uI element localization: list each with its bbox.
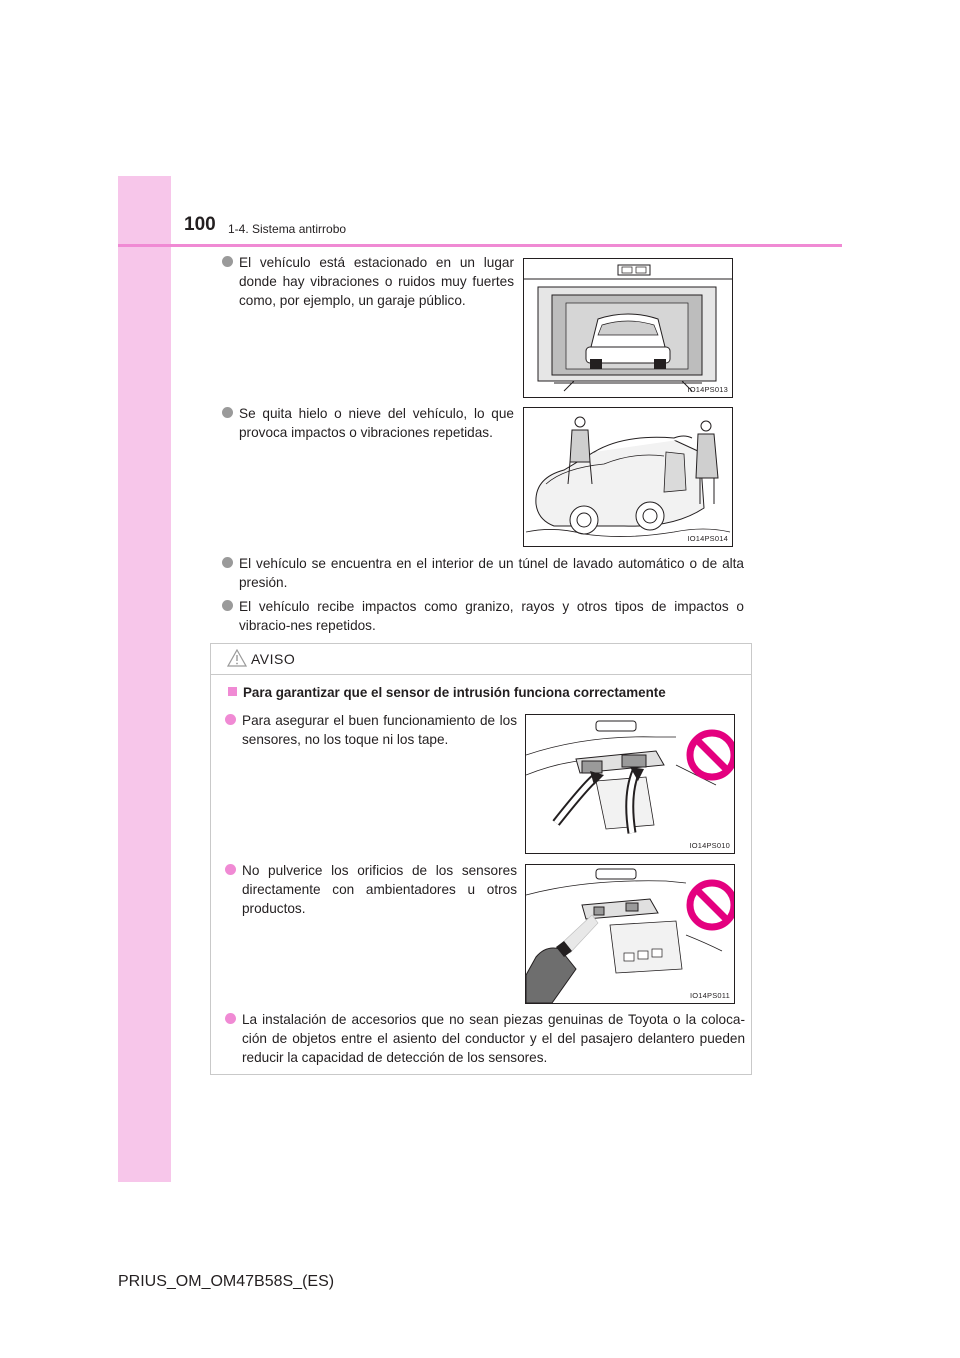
warning-item-touch xyxy=(242,711,517,749)
snow-removal-drawing xyxy=(524,408,732,546)
bullet-text: El vehículo está estacionado en un lugar donde hay vibraciones o ruidos muy fuertes como, por ejemplo, un garaje público. xyxy=(239,255,514,308)
page-number: 100 xyxy=(184,214,216,235)
warning-box xyxy=(210,643,752,1075)
sensor-spray-illustration xyxy=(525,864,735,1004)
bullet-dot-icon xyxy=(222,407,233,418)
section-title: 1-4. Sistema antirrobo xyxy=(228,222,347,236)
bullet-text: El vehículo se encuentra en el interior de un túnel de lavado automático o de alta presión. xyxy=(239,556,744,590)
bullet-text: Se quita hielo o nieve del vehículo, lo que provoca impactos o vibraciones repetidas. xyxy=(239,406,514,440)
sensor-touch-drawing xyxy=(526,715,734,853)
figure-id: IO14PS010 xyxy=(689,841,730,850)
garage-illustration xyxy=(523,258,733,398)
side-tab xyxy=(118,176,171,1182)
figure-id: IO14PS014 xyxy=(687,534,728,543)
square-bullet-icon xyxy=(228,687,237,696)
bullet-dot-icon xyxy=(225,864,236,875)
bullet-dot-icon xyxy=(225,1013,236,1024)
bullet-dot-icon xyxy=(222,600,233,611)
warning-item-spray xyxy=(242,861,517,918)
warning-header xyxy=(211,644,751,675)
figure-id: IO14PS011 xyxy=(689,991,730,1000)
bullet-carwash xyxy=(239,554,744,592)
bullet-dot-icon xyxy=(225,714,236,725)
snow-illustration xyxy=(523,407,733,547)
header-rule xyxy=(118,244,842,247)
warning-title: AVISO xyxy=(251,651,296,667)
document-code: PRIUS_OM_OM47B58S_(ES) xyxy=(118,1273,335,1290)
bullet-text: No pulverice los orificios de los sensores directamente con ambientadores u otros productos. xyxy=(242,863,517,916)
bullet-dot-icon xyxy=(222,256,233,267)
bullet-text: La instalación de accesorios que no sean piezas genuinas de Toyota o la coloca-ción de objetos entre el asiento del conductor y el del pasajero delantero pueden reducir la capacidad de detección de los sensores. xyxy=(242,1012,745,1065)
car-in-garage-drawing xyxy=(524,259,732,397)
warning-triangle-icon xyxy=(227,649,247,667)
bullet-impacts xyxy=(239,597,744,635)
bullet-garage xyxy=(239,253,514,310)
bullet-text: El vehículo recibe impactos como granizo, rayos y otros tipos de impactos o vibracio-nes repetidos. xyxy=(239,599,744,633)
figure-id: IO14PS013 xyxy=(687,385,728,394)
warning-item-accessories xyxy=(242,1010,745,1067)
bullet-dot-icon xyxy=(222,557,233,568)
bullet-snow xyxy=(239,404,514,442)
sensor-touch-illustration xyxy=(525,714,735,854)
warning-subtitle: Para garantizar que el sensor de intrusión funciona correctamente xyxy=(228,685,666,700)
bullet-text: Para asegurar el buen funcionamiento de los sensores, no los toque ni los tape. xyxy=(242,713,517,747)
sensor-spray-drawing xyxy=(526,865,734,1003)
